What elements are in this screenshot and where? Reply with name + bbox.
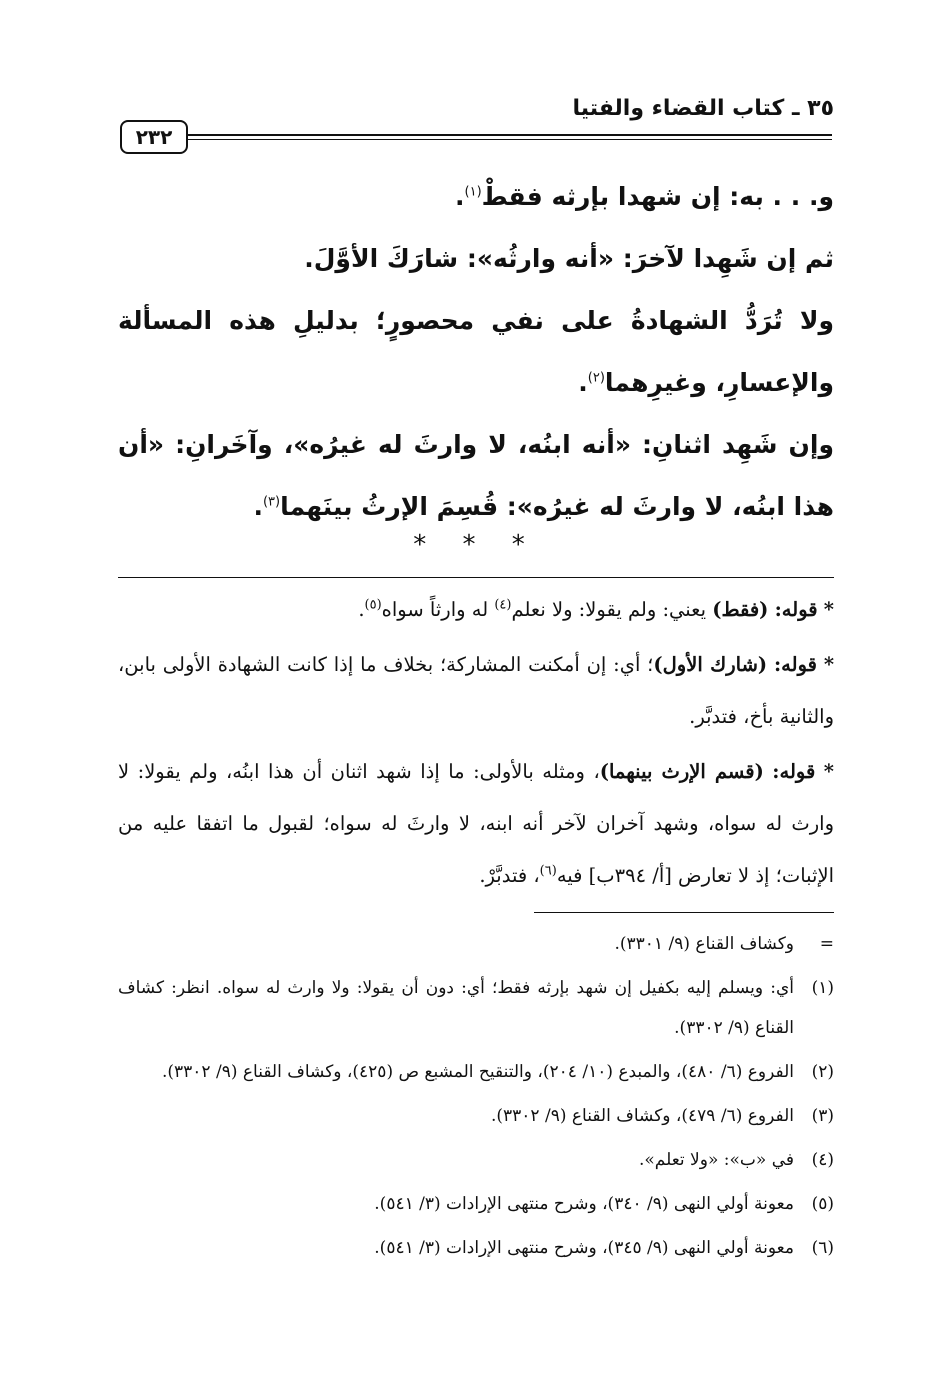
matn-line — [118, 166, 834, 228]
header-rule — [120, 134, 832, 136]
footnote-item — [118, 1184, 834, 1224]
commentary-span: ، ومثله بالأولى: ما إذا شهد اثنان أن هذا ابنُه، ولم يقولا: لا وارث له سواه، وشهد آخران لآخر أنه ابنه، لا وارثَ له سواه؛ لقبول ما اتفقا عليه من الإثبات؛ إذ لا تعارض [أ/ ٣٩٤ب] فيه — [118, 760, 834, 887]
commentary-span: يعني: ولم يقولا: ولا نعلم — [511, 598, 707, 621]
qawluh-label: قوله: — [772, 760, 816, 783]
matn-punct: . — [578, 368, 588, 397]
footnote-text: معونة أولي النهى (٩/ ٣٤٥)، وشرح منتهى الإرادات (٣/ ٥٤١). — [374, 1238, 794, 1258]
footnote-item — [118, 1096, 834, 1136]
footnote-number: (٤) — [811, 1150, 834, 1170]
footnote-text: في «ب»: «ولا تعلم». — [638, 1150, 794, 1170]
footnote-rule — [534, 912, 834, 913]
commentary-span: ؛ أي: إن أمكنت المشاركة؛ بخلاف ما إذا كانت الشهادة الأولى بابن، والثانية بأخ، فتدبَّر. — [118, 653, 834, 728]
footnote-item — [118, 1052, 834, 1092]
footnote-text: معونة أولي النهى (٩/ ٣٤٠)، وشرح منتهى الإرادات (٣/ ٥٤١). — [374, 1194, 794, 1214]
footnote-ref: (٣) — [262, 494, 281, 510]
footnote-ref: (٥) — [364, 597, 382, 613]
matn-text-span: ولا تُرَدُّ الشهادةُ على نفي محصورٍ؛ بدليلِ هذه المسألة والإعسارِ، وغيرِهما — [118, 306, 834, 397]
matn-line — [118, 290, 834, 414]
footnote-number: (١) — [811, 978, 834, 998]
commentary-span: له وارثاً سواه — [381, 598, 489, 621]
qawluh-label: قوله: — [774, 598, 818, 621]
matn-line — [118, 414, 834, 538]
commentary-paragraph — [118, 639, 834, 743]
matn-punct: . — [455, 182, 465, 211]
matn-punct: . — [253, 492, 263, 521]
footnote-text: أي: ويسلم إليه بكفيل إن شهد بإرثه فقط؛ أي: دون أن يقولا: ولا وارث له سواه. انظر: كشاف القناع (٩/ ٣٣٠٢). — [118, 978, 794, 1038]
section-separator-stars: * * * — [413, 530, 539, 560]
footnote-ref: (١) — [464, 184, 482, 200]
footnote-number: (٢) — [811, 1062, 834, 1082]
footnote-text: الفروع (٦/ ٤٨٠)، والمبدع (١٠/ ٢٠٤)، والتنقيح المشبع ص (٤٢٥)، وكشاف القناع (٩/ ٣٣٠٢). — [161, 1062, 794, 1082]
commentary-span: ، فتدبَّرْ. — [479, 864, 540, 887]
header-rule-thin — [120, 139, 832, 140]
commentary-text — [118, 584, 834, 905]
footnote-item — [118, 1140, 834, 1180]
footnote-number: (٥) — [811, 1194, 834, 1214]
matn-text-span: وإن شَهِد اثنانِ: «أنه ابنُه، لا وارثَ له غيرُه»، وآخَرانِ: «أن هذا ابنُه، لا وارثَ له غيرُه»: قُسِمَ الإرثُ بينَهما — [118, 430, 834, 521]
footnote-number: (٦) — [811, 1238, 834, 1258]
qawluh-label: قوله: — [773, 653, 817, 676]
matn-text — [118, 166, 834, 538]
chapter-title: ٣٥ ـ كتاب القضاء والفتيا — [572, 96, 834, 121]
matn-line: ثم إن شَهِدا لآخرَ: «أنه وارثُه»: شارَكَ الأوَّلَ. — [304, 244, 834, 273]
footnotes — [118, 924, 834, 1272]
commentary-rule — [118, 577, 834, 578]
asterisk-marker: * — [823, 598, 834, 621]
commentary-paragraph — [118, 746, 834, 902]
footnote-ref: (٢) — [587, 370, 605, 386]
footnote-number: = — [819, 934, 834, 954]
footnote-item — [118, 924, 834, 964]
footnote-text: وكشاف القناع (٩/ ٣٣٠١). — [614, 934, 794, 954]
quoted-term: (شارك الأول) — [653, 653, 768, 676]
asterisk-marker: * — [823, 760, 834, 783]
matn-text-span: و. . . به: إن شهدا بإرثه فقطْ — [481, 182, 834, 211]
footnote-item — [118, 968, 834, 1048]
quoted-term: (قسم الإرث بينهما) — [599, 760, 764, 783]
footnote-text: الفروع (٦/ ٤٧٩)، وكشاف القناع (٩/ ٣٣٠٢). — [490, 1106, 794, 1126]
asterisk-marker: * — [823, 653, 835, 676]
commentary-paragraph — [118, 584, 834, 636]
commentary-span: . — [358, 598, 365, 621]
footnote-ref: (٤) — [494, 597, 512, 613]
footnote-ref: (٦) — [539, 863, 557, 879]
footnote-item — [118, 1228, 834, 1268]
quoted-term: (فقط) — [712, 598, 769, 621]
page-number: ٢٣٢ — [120, 120, 188, 154]
footnote-number: (٣) — [811, 1106, 834, 1126]
